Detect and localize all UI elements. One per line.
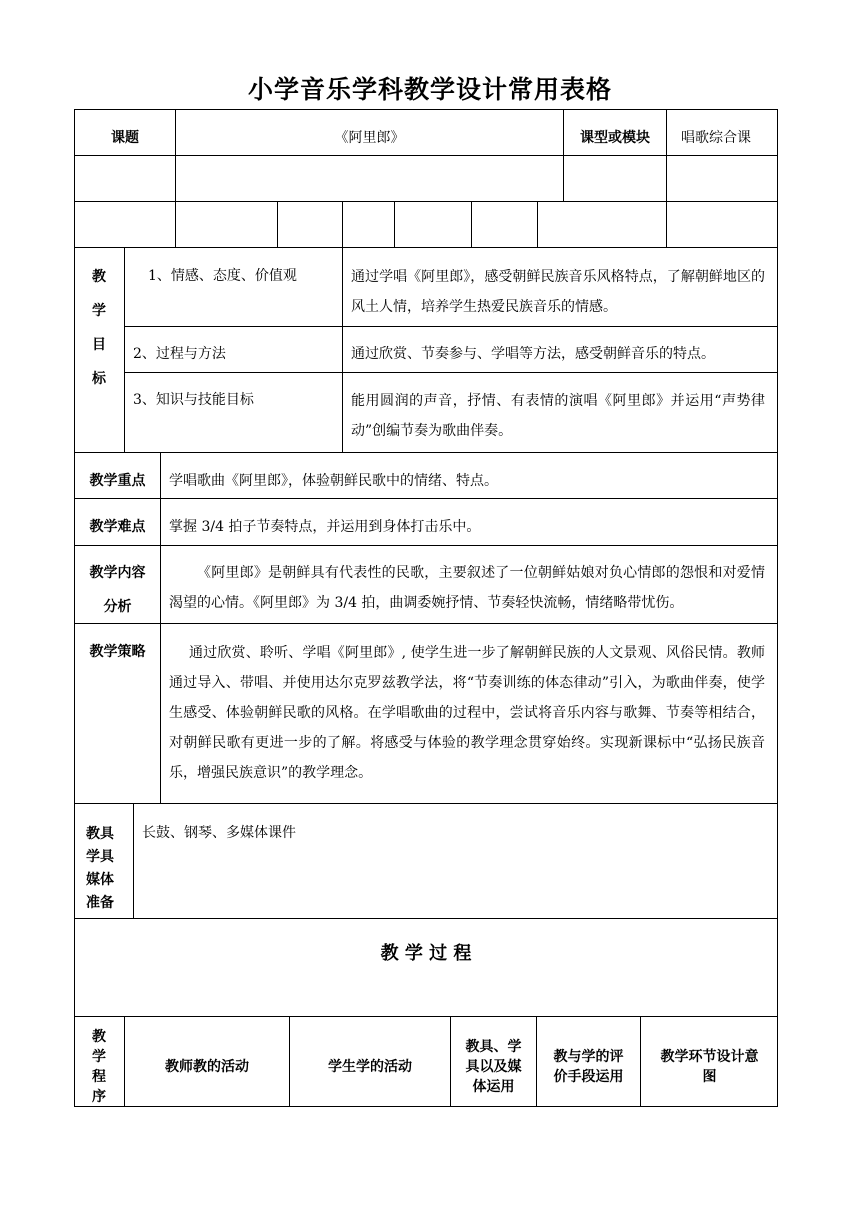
content-analysis-label: 分析 xyxy=(103,599,132,615)
objectives-label-char: 标 xyxy=(92,371,106,387)
type-value: 唱歌综合课 xyxy=(681,130,751,146)
teacher-activity-header: 教师教的活动 xyxy=(165,1059,249,1075)
objective-desc: 通过学唱《阿里郎》，感受朝鲜民族音乐风格特点，了解朝鲜地区的风土人情，培养学生热爱民族音乐的情感。 xyxy=(351,269,765,315)
strategy-label: 教学策略 xyxy=(89,644,146,660)
process-order-char: 学 xyxy=(92,1049,106,1065)
objectives-label-char: 目 xyxy=(92,337,106,353)
tools-header-line: 体运用 xyxy=(472,1079,515,1095)
process-order-char: 教 xyxy=(92,1029,106,1045)
materials-text: 长鼓、钢琴、多媒体课件 xyxy=(142,825,296,841)
materials-label-line: 准备 xyxy=(86,895,114,911)
objectives-label-char: 学 xyxy=(92,303,106,319)
key-points-text: 学唱歌曲《阿里郎》，体验朝鲜民歌中的情绪、特点。 xyxy=(169,473,498,489)
objective-name: 2、过程与方法 xyxy=(133,346,226,362)
process-order-char: 程 xyxy=(92,1069,106,1085)
key-points-label: 教学重点 xyxy=(89,473,146,489)
strategy-text: 通过欣赏、聆听、学唱《阿里郎》, 使学生进一步了解朝鲜民族的人文景观、风俗民情。教师通过导入、带唱、并使用达尔克罗兹教学法，将“节奏训练的体态律动”引入，为歌曲伴奏，使学生感受、体验朝鲜民歌的风格。在学唱歌曲的过程中，尝试将音乐内容与歌舞、节奏等相结合，对朝鲜民歌有更进一步的了解。将感受与体验的教学理念贯穿始终。实现新课标中“弘扬民族音乐，增强民族意识”的教学理念。 xyxy=(169,645,765,781)
objective-name: 1、情感、态度、价值观 xyxy=(148,268,297,284)
topic-label: 课题 xyxy=(111,130,139,146)
student-activity-header: 学生学的活动 xyxy=(328,1059,412,1075)
materials-label-line: 学具 xyxy=(86,849,114,865)
page-title: 小学音乐学科教学设计常用表格 xyxy=(247,75,612,104)
tools-header-line: 教具、学 xyxy=(465,1039,522,1055)
objective-desc: 能用圆润的声音，抒情、有表情的演唱《阿里郎》并运用“声势律动”创编节奏为歌曲伴奏。 xyxy=(351,393,765,439)
type-label: 课型或模块 xyxy=(580,130,650,146)
evaluation-header-line: 价手段运用 xyxy=(553,1069,624,1085)
objective-desc: 通过欣赏、节奏参与、学唱等方法，感受朝鲜音乐的特点。 xyxy=(351,346,715,362)
difficulties-label: 教学难点 xyxy=(89,519,146,535)
materials-label-line: 教具 xyxy=(86,826,114,842)
intent-header-line: 图 xyxy=(702,1069,717,1085)
tools-header-line: 具以及媒 xyxy=(465,1059,522,1075)
topic-value: 《阿里郎》 xyxy=(334,130,405,146)
objectives-label-char: 教 xyxy=(92,269,106,285)
process-heading: 教 学 过 程 xyxy=(380,943,472,964)
evaluation-header-line: 教与学的评 xyxy=(553,1049,624,1065)
process-order-char: 序 xyxy=(92,1089,106,1105)
difficulties-text: 掌握 3/4 拍子节奏特点，并运用到身体打击乐中。 xyxy=(169,519,481,535)
materials-label-line: 媒体 xyxy=(86,872,114,888)
content-analysis-text: 《阿里郎》是朝鲜具有代表性的民歌，主要叙述了一位朝鲜姑娘对负心情郎的怨恨和对爱情渴望的心情。《阿里郎》为 3/4 拍，曲调委婉抒情、节奏轻快流畅，情绪略带忧伤。 xyxy=(169,565,765,611)
intent-header-line: 教学环节设计意 xyxy=(660,1049,759,1065)
objective-name: 3、知识与技能目标 xyxy=(133,392,254,408)
content-analysis-label: 教学内容 xyxy=(89,565,146,581)
